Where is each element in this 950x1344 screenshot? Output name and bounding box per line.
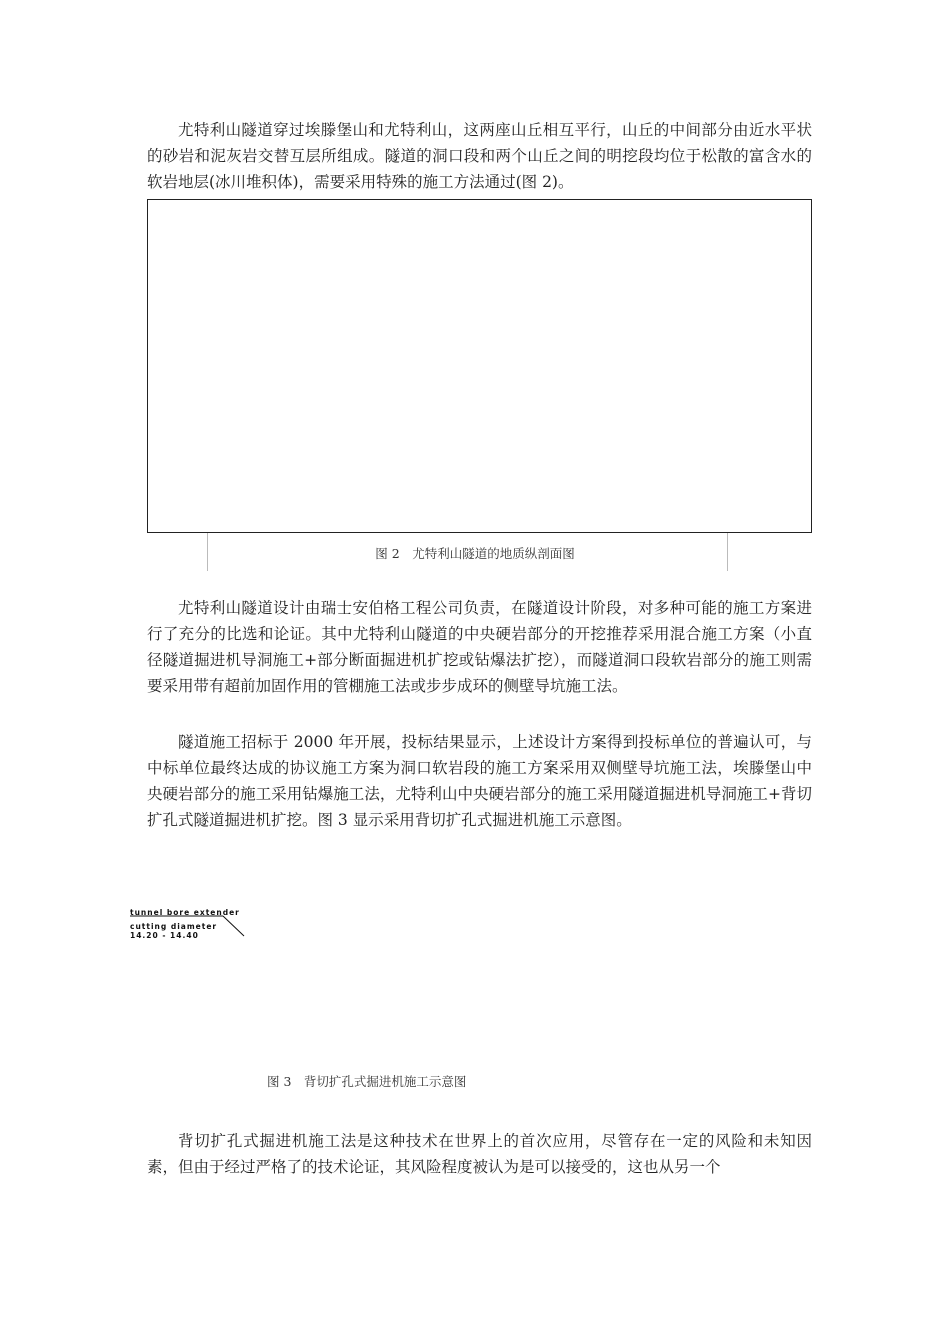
figure-3-caption: 图 3 背切扩孔式掘进机施工示意图 <box>267 1074 467 1089</box>
figure-2-caption: 图 2 尤特利山隧道的地质纵剖面图 <box>375 546 575 561</box>
figure-3-label-diameter-value: 14.20 - 14.40 <box>130 931 199 940</box>
paragraph-4: 背切扩孔式掘进机施工法是这种技术在世界上的首次应用，尽管存在一定的风险和未知因素，但由于经过严格了的技术论证，其风险程度被认为是可以接受的，这也从另一个 <box>147 1132 812 1176</box>
figure-3-label-tunnel-bore-extender: tunnel bore extender <box>130 908 240 917</box>
figure-3-label-cutting-diameter: cutting diameter <box>130 922 218 931</box>
paragraph-3: 隧道施工招标于 2000 年开展，投标结果显示，上述设计方案得到投标单位的普遍认可，与中标单位最终达成的协议施工方案为洞口软岩段的施工方案采用双侧壁导坑施工法，埃滕堡山中央硬岩部分的施工采用钻爆施工法，尤特利山中央硬岩部分的施工采用隧道掘进机导洞施工+背切扩孔式隧道掘进机扩挖。图 3 显示采用背切扩孔式掘进机施工示意图。 <box>147 733 812 829</box>
paragraph-1: 尤特利山隧道穿过埃滕堡山和尤特利山，这两座山丘相互平行，山丘的中间部分由近水平状的砂岩和泥灰岩交替互层所组成。隧道的洞口段和两个山丘之间的明挖段均位于松散的富含水的软岩地层(冰川堆积体)，需要采用特殊的施工方法通过(图 2)。 <box>147 121 812 191</box>
figure-2-image <box>147 199 812 533</box>
paragraph-2: 尤特利山隧道设计由瑞士安伯格工程公司负责，在隧道设计阶段，对多种可能的施工方案进行了充分的比选和论证。其中尤特利山隧道的中央硬岩部分的开挖推荐采用混合施工方案（小直径隧道掘进机导洞施工+部分断面掘进机扩挖或钻爆法扩挖），而隧道洞口段软岩部分的施工则需要采用带有超前加固作用的管棚施工法或步步成环的侧壁导坑施工法。 <box>147 599 812 695</box>
